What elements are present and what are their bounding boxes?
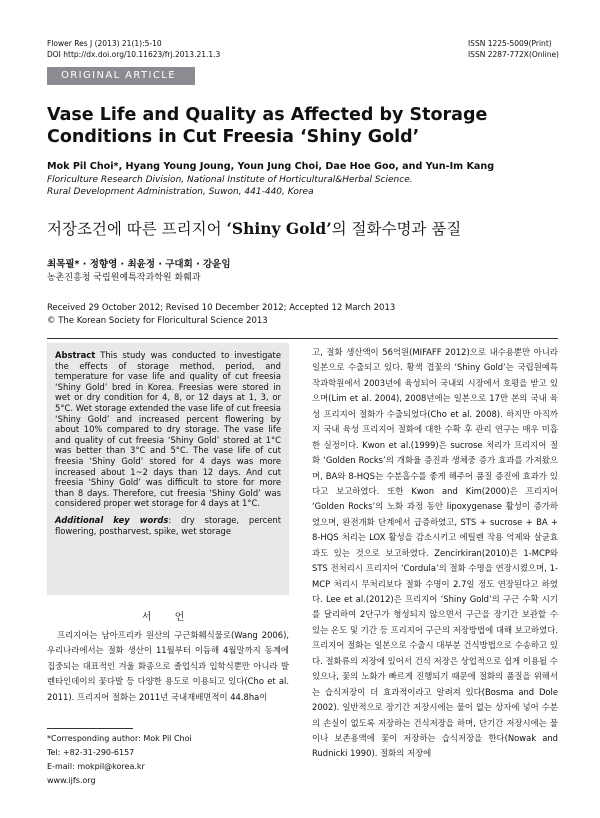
article-type-banner: ORIGINAL ARTICLE bbox=[47, 67, 195, 85]
korean-title bbox=[47, 219, 461, 239]
korean-title-prefix: 저장조건에 따른 프리지어 bbox=[47, 220, 227, 238]
corresponding-author-footnote bbox=[47, 732, 192, 788]
affiliation-line-1: Floriculture Research Division, National Institute of Horticultural&Herbal Science. bbox=[47, 175, 413, 185]
article-title: Vase Life and Quality as Affected by Storage Conditions in Cut Freesia ‘Shiny Gold’ bbox=[47, 105, 488, 147]
journal-website[interactable]: www.ijfs.org bbox=[47, 776, 96, 785]
header-divider bbox=[47, 338, 558, 339]
abstract-paragraph bbox=[55, 350, 281, 509]
right-column-text: 고, 절화 생산액이 56억원(MIFAFF 2012)으로 내수용뿐만 아니라 일본으로 수출되고 있다. 황색 겹꽃의 ‘Shiny Gold’는 국립원예특작과학원에서 2003년에 육성되어 국내외 시장에서 호평을 받고 있으며(Lim et al. 2004), 2008년에는 일본으로 17만 본의 국내 육성 프리지어 절화가 수출되었다(Cho et al. 2008). 하지만 아직까지 국내 육성 프리지어 절화에 대한 수확 후 관리 연구는 매우 미흡한 실정이다. Kwon et al.(1999)은 sucrose 처리가 프리지어 절화 ‘Golden Rocks’의 개화율 증진과 생체중 증가 효과를 가져왔으며, BA와 8-HQS는 수분흡수를 좋게 해주어 품질 증진에 효과가 있다고 보고하였다. 또한 Kwon and Kim(2000)은 프리지어 ‘Golden Rocks’의 노화 과정 동안 lipoxygenase 활성이 증가하였으며, 완전개화 단계에서 급증하였고, STS + sucrose + BA + 8-HQS 처리는 LOX 활성을 감소시키고 에틸렌 작용 억제와 살균효과도 있는 것으로 보고하였다. Zencirkiran(2010)은 1-MCP와 STS 전처리시 프리지어 ‘Cordula’의 절화 수명을 연장시켰으며, 1-MCP 처리시 무처리보다 절화 수명이 2.7일 정도 연장된다고 하였다. Lee et al.(2012)은 프리지어 ‘Shiny Gold’의 구근 수확 시기를 달리하여 2단구가 형성되지 않으면서 구근을 장기간 보관할 수 있는 온도 및 기간 등 프리지어 구근의 저장방법에 대해 보고하였다. 프리지어 절화는 일본으로 수출시 대부분 건식방법으로 수송하고 있다. 절화류의 저장에 있어서 건식 저장은 상업적으로 쉽게 이용될 수 있으나, 꽃의 노화가 빠르게 진행되기 때문에 절화의 품질을 위해서는 습식저장이 더 효과적이라고 알려져 있다(Bosma and Dole 2002). 일반적으로 장기간 저장시에는 물이 없는 상자에 넣어 수분의 손실이 없도록 저장하는 건식저장을 하며, 단기간 저장시에는 물이나 보존용액에 꽃이 저장하는 습식저장을 한다(Nowak and Rudnicki 1990). 절화의 저장에 bbox=[312, 347, 558, 759]
received-dates: Received 29 October 2012; Revised 10 December 2012; Accepted 12 March 2013 bbox=[47, 303, 396, 313]
corresponding-email[interactable]: E-mail: mokpil@korea.kr bbox=[47, 762, 145, 771]
copyright-notice: © The Korean Society for Floricultural Science 2013 bbox=[47, 316, 268, 326]
korean-title-cultivar: ‘Shiny Gold’ bbox=[226, 219, 332, 238]
footnote-divider bbox=[47, 728, 133, 729]
article-history bbox=[47, 302, 395, 328]
journal-header bbox=[47, 38, 220, 60]
korean-author-list: 최목필* · 정향영 · 최윤정 · 구대회 · 강윤임 bbox=[47, 259, 231, 270]
author-list: Mok Pil Choi*, Hyang Young Joung, Youn Jung Choi, Dae Hoe Goo, and Yun-Im Kang bbox=[47, 161, 495, 172]
affiliation bbox=[47, 174, 567, 198]
keywords-text: : dry storage, percent flowering, postharvest, spike, wet storage bbox=[55, 514, 281, 536]
corresponding-tel: Tel: +82-31-290-6157 bbox=[47, 748, 135, 757]
keywords-label: Additional key words bbox=[55, 514, 169, 525]
abstract-box bbox=[47, 343, 289, 595]
journal-citation: Flower Res J (2013) 21(1):5-10 bbox=[47, 39, 162, 48]
doi-link[interactable]: DOI http://dx.doi.org/10.11623/frj.2013.21.1.3 bbox=[47, 50, 221, 59]
corresponding-author: *Corresponding author: Mok Pil Choi bbox=[47, 734, 192, 743]
abstract-label: Abstract bbox=[55, 350, 96, 360]
introduction-text: 프리지어는 남아프리카 원산의 구근화훼식물로(Wang 2006), 우리나라에서는 절화 생산이 11월부터 이듬해 4월말까지 동계에 집중되는 대표적인 겨울 화종으로 졸업식과 입학식뿐만 아니라 발렌타인데이의 꽃다발 등 다양한 용도로 이용되고 있다(Cho et al. 2011). 프리지어 절화는 2011년 국내재배면적이 44.8ha이 bbox=[47, 630, 289, 702]
korean-title-suffix: 의 절화수명과 품질 bbox=[331, 220, 462, 238]
korean-affiliation: 농촌진흥청 국립원예특작과학원 화훼과 bbox=[47, 273, 201, 283]
keywords-paragraph bbox=[55, 515, 281, 536]
issn-block bbox=[468, 38, 559, 60]
issn-print: ISSN 1225-5009(Print) bbox=[467, 39, 552, 48]
section-heading-introduction: 서 언 bbox=[141, 612, 195, 623]
issn-online: ISSN 2287-772X(Online) bbox=[467, 50, 559, 59]
abstract-text: This study was conducted to investigate the effects of storage method, period, and temperature for vase life and quality of cut freesia ‘Shiny Gold’ bred in Korea. Freesias were stored in wet or dry condition for 4, 8, or 12 days at 1, 3, or 5°C. Wet storage extended the vase life of cut freesia ‘Shiny Gold’ and increased percent flowering by about 10% compared to dry storage. The vase life and quality of cut freesia ‘Shiny Gold’ stored at 1°C was better than 3°C and 5°C. The vase life of cut freesia ‘Shiny Gold’ stored for 4 days was more increased about 1~2 days than 12 days. And cut freesia ‘Shiny Gold’ was difficult to store for more than 8 days. Therefore, cut freesia ‘Shiny Gold’ was considered proper wet storage for 4 days at 1°C. bbox=[55, 350, 281, 509]
affiliation-line-2: Rural Development Administration, Suwon, 441-440, Korea bbox=[47, 187, 314, 197]
